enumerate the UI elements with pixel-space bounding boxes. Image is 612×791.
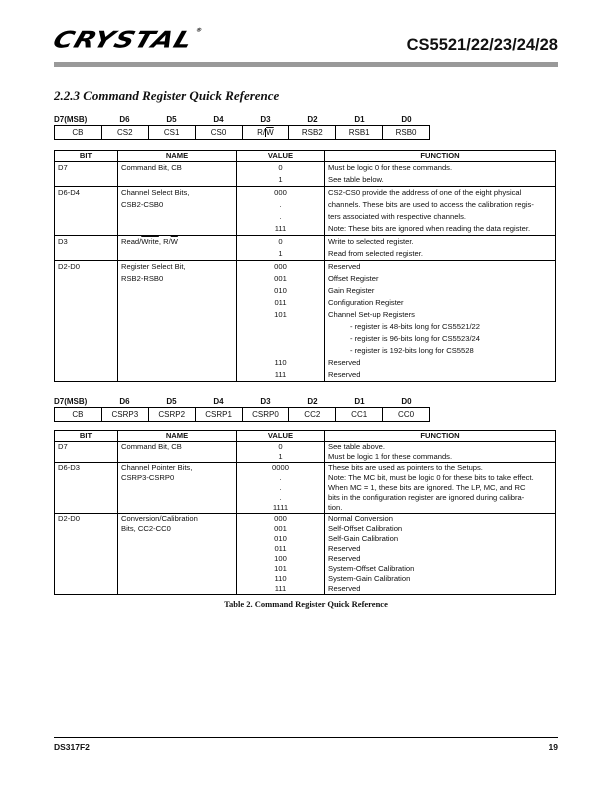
command-table-1	[54, 150, 556, 382]
table-header-row	[55, 431, 556, 442]
logo-text: CRYSTAL	[49, 27, 197, 54]
name-cell	[118, 442, 237, 463]
bit-label: D7(MSB)	[54, 115, 88, 124]
name-line	[121, 473, 233, 483]
function-line: Write to selected register.	[328, 237, 414, 246]
value-line	[240, 333, 321, 345]
document-title: CS5521/22/23/24/28	[406, 36, 558, 54]
bit-label: D0	[401, 397, 412, 406]
bit-label: D1	[354, 397, 365, 406]
section-title: 2.2.3 Command Register Quick Reference	[54, 88, 280, 103]
text-part: R/	[257, 128, 266, 137]
text-part: CS1	[163, 128, 180, 137]
table-row	[55, 514, 556, 595]
text-part: CC1	[351, 410, 368, 419]
value-cell	[237, 162, 325, 187]
value-line: .	[279, 473, 282, 482]
value-cell	[237, 261, 325, 382]
bit-cell	[148, 408, 195, 421]
value-line: 000	[274, 188, 287, 197]
function-line: Reserved	[328, 358, 361, 367]
bit-label: D3	[260, 397, 271, 406]
name-line	[121, 261, 233, 273]
bit-label: D3	[260, 115, 271, 124]
name-line	[121, 162, 233, 174]
bit-layout-1	[54, 114, 558, 140]
bit-cell: D7	[55, 162, 118, 187]
function-line: - register is 192-bits long for CS5528	[350, 346, 474, 355]
text-part: CSRP0	[252, 410, 279, 419]
function-line: Configuration Register	[328, 298, 404, 307]
name-cell	[118, 514, 237, 595]
column-header: FUNCTION	[325, 151, 556, 162]
bit-cell	[101, 408, 148, 421]
value-line: 001	[274, 274, 287, 283]
value-line: 010	[274, 534, 287, 543]
text-part: RSB1	[348, 128, 370, 137]
value-line: 0000	[272, 463, 289, 472]
value-line	[240, 345, 321, 357]
function-line: Reserved	[328, 554, 361, 563]
function-line: System-Gain Calibration	[328, 574, 411, 583]
name-cell	[118, 261, 237, 382]
value-line: .	[279, 212, 282, 221]
value-line: 1	[278, 452, 283, 461]
bit-label: D2	[307, 397, 318, 406]
bit-label: D4	[213, 397, 224, 406]
bit-cell	[242, 126, 289, 139]
text-part: Register Select Bit,	[121, 262, 186, 271]
function-line: tion.	[328, 503, 343, 512]
text-part: CB	[72, 410, 84, 419]
value-line: 100	[274, 554, 287, 563]
function-line: See table above.	[328, 442, 385, 451]
function-line: - register is 48-bits long for CS5521/22	[350, 322, 481, 331]
bit-cell	[55, 126, 101, 139]
table-header-row	[55, 151, 556, 162]
value-cell	[237, 187, 325, 236]
name-line	[121, 273, 233, 285]
text-part: CB	[72, 128, 84, 137]
name-line	[121, 514, 233, 524]
text-part: Channel Select Bits,	[121, 188, 190, 197]
bit-cell: D6-D4	[55, 187, 118, 236]
function-line: CS2-CS0 provide the address of one of the eight physical	[328, 188, 522, 197]
column-header: NAME	[118, 431, 237, 442]
bit-cell	[382, 126, 429, 139]
bit-cell	[195, 126, 242, 139]
value-line: 111	[274, 370, 287, 379]
bit-cell	[335, 126, 382, 139]
function-line: Normal Conversion	[328, 514, 393, 523]
text-part: Channel Pointer Bits,	[121, 463, 193, 472]
value-line: 011	[274, 544, 287, 553]
value-line: 0	[278, 163, 283, 172]
table-row	[55, 236, 556, 261]
overlined-text: $\overline{W}$	[266, 128, 274, 137]
table-row	[55, 463, 556, 514]
text-part: CC0	[398, 410, 415, 419]
column-header: VALUE	[237, 151, 325, 162]
function-line: ters associated with respective channels.	[328, 212, 467, 221]
text-part: Command Bit, CB	[121, 442, 182, 451]
value-line: .	[279, 483, 282, 492]
table-row	[55, 442, 556, 463]
bit-layout-2	[54, 396, 558, 422]
overlined-text: $\overline{W}$	[170, 237, 178, 246]
bit-cell	[288, 408, 335, 421]
bit-label: D2	[307, 115, 318, 124]
name-line	[121, 199, 233, 211]
overlined-text: Write	[141, 237, 159, 246]
function-line: bits in the configuration register are ignored during calibra-	[328, 493, 525, 502]
bit-cell: D2-D0	[55, 514, 118, 595]
value-line: 1	[278, 249, 283, 258]
bit-label: D4	[213, 115, 224, 124]
value-line: .	[279, 200, 282, 209]
crystal-logo	[50, 27, 204, 53]
bit-label: D5	[166, 397, 177, 406]
column-header: BIT	[55, 431, 118, 442]
value-line: 000	[274, 514, 287, 523]
table-row	[55, 162, 556, 187]
function-cell	[325, 162, 556, 187]
function-line: System-Offset Calibration	[328, 564, 415, 573]
text-part: Command Bit, CB	[121, 163, 182, 172]
text-part: CS0	[210, 128, 227, 137]
function-line: Reserved	[328, 262, 361, 271]
name-cell	[118, 463, 237, 514]
value-line: 000	[274, 262, 287, 271]
name-cell	[118, 187, 237, 236]
text-part: Bits, CC2-CC0	[121, 524, 171, 533]
name-line	[121, 463, 233, 473]
text-part: CSRP1	[205, 410, 232, 419]
bit-cell	[382, 408, 429, 421]
bit-labels	[54, 114, 558, 125]
bit-cells	[54, 125, 430, 140]
text-part: , R/	[158, 237, 171, 246]
value-line: 1	[278, 175, 283, 184]
text-part: RSB2	[301, 128, 323, 137]
value-line: .	[279, 493, 282, 502]
value-line: 110	[274, 358, 287, 367]
value-line: 011	[274, 298, 287, 307]
function-line: Must be logic 0 for these commands.	[328, 163, 453, 172]
value-line: 010	[274, 286, 287, 295]
function-cell	[325, 514, 556, 595]
name-line	[121, 442, 233, 452]
value-cell	[237, 463, 325, 514]
bit-label: D0	[401, 115, 412, 124]
function-line: Self-Offset Calibration	[328, 524, 403, 533]
value-line: 110	[274, 574, 287, 583]
bit-label: D6	[119, 115, 130, 124]
function-cell	[325, 442, 556, 463]
function-cell	[325, 463, 556, 514]
value-cell	[237, 514, 325, 595]
value-cell	[237, 442, 325, 463]
header-divider	[54, 62, 558, 67]
value-line: 0	[278, 237, 283, 246]
function-line: - register is 96-bits long for CS5523/24	[350, 334, 481, 343]
text-part: CSRP3	[111, 410, 139, 419]
text-part: CSRP3-CSRP0	[121, 473, 175, 482]
text-part: CS2	[117, 128, 133, 137]
name-cell	[118, 162, 237, 187]
text-part: Conversion/Calibration	[121, 514, 198, 523]
function-line: Reserved	[328, 370, 361, 379]
function-line: channels. These bits are used to access the calibration regis-	[328, 200, 534, 209]
function-line: Reserved	[328, 584, 361, 593]
text-part: CC2	[304, 410, 321, 419]
function-line: Self-Gain Calibration	[328, 534, 399, 543]
table-row	[55, 187, 556, 236]
bit-label: D1	[354, 115, 365, 124]
value-line: 0	[278, 442, 283, 451]
text-part: RSB2-RSB0	[121, 274, 164, 283]
bit-cells	[54, 407, 430, 422]
function-line: Read from selected register.	[328, 249, 423, 258]
bit-label: D6	[119, 397, 130, 406]
column-header: FUNCTION	[325, 431, 556, 442]
bit-cell: D2-D0	[55, 261, 118, 382]
bit-cell	[242, 408, 289, 421]
table-row	[55, 261, 556, 382]
value-line: 111	[274, 224, 287, 233]
function-line: See table below.	[328, 175, 384, 184]
bit-cell	[148, 126, 195, 139]
name-line	[121, 236, 233, 248]
bit-label: D5	[166, 115, 177, 124]
bit-cell	[288, 126, 335, 139]
function-line: Reserved	[328, 544, 361, 553]
function-cell	[325, 236, 556, 261]
text-part: Read/	[121, 237, 142, 246]
value-line: 101	[274, 310, 287, 319]
bit-labels	[54, 396, 558, 407]
text-part: CSB2-CSB0	[121, 200, 164, 209]
document-id: DS317F2	[54, 742, 90, 752]
name-line	[121, 524, 233, 534]
bit-label: D7(MSB)	[54, 397, 88, 406]
bit-cell: D7	[55, 442, 118, 463]
function-cell	[325, 261, 556, 382]
bit-cell	[101, 126, 148, 139]
function-line: When MC = 1, these bits are ignored. The LP, MC, and RC	[328, 483, 526, 492]
bit-cell: D6-D3	[55, 463, 118, 514]
column-header: VALUE	[237, 431, 325, 442]
bit-cell	[195, 408, 242, 421]
column-header: NAME	[118, 151, 237, 162]
footer-divider	[54, 737, 558, 738]
function-line: Offset Register	[328, 274, 379, 283]
table-caption: Table 2. Command Register Quick Reference	[224, 599, 388, 609]
registered-mark: ®	[194, 27, 204, 34]
function-line: Note: The MC bit, must be logic 0 for these bits to take effect.	[328, 473, 534, 482]
bit-cell: D3	[55, 236, 118, 261]
value-line: 111	[274, 584, 287, 593]
bit-cell	[335, 408, 382, 421]
page-number: 19	[548, 742, 558, 752]
function-cell	[325, 187, 556, 236]
page-content	[54, 88, 558, 610]
value-line: 101	[274, 564, 287, 573]
text-part: RSB0	[395, 128, 417, 137]
name-cell	[118, 236, 237, 261]
name-line	[121, 187, 233, 199]
bit-cell	[55, 408, 101, 421]
function-line: Must be logic 1 for these commands.	[328, 452, 453, 461]
value-cell	[237, 236, 325, 261]
command-table-2	[54, 430, 556, 595]
function-line: Note: These bits are ignored when reading the data register.	[328, 224, 531, 233]
function-line: Channel Set-up Registers	[328, 310, 415, 319]
value-line: 1111	[272, 503, 289, 512]
column-header: BIT	[55, 151, 118, 162]
text-part: CSRP2	[158, 410, 186, 419]
function-line: Gain Register	[328, 286, 375, 295]
value-line: 001	[274, 524, 287, 533]
value-line	[240, 321, 321, 333]
function-line: These bits are used as pointers to the Setups.	[328, 463, 483, 472]
